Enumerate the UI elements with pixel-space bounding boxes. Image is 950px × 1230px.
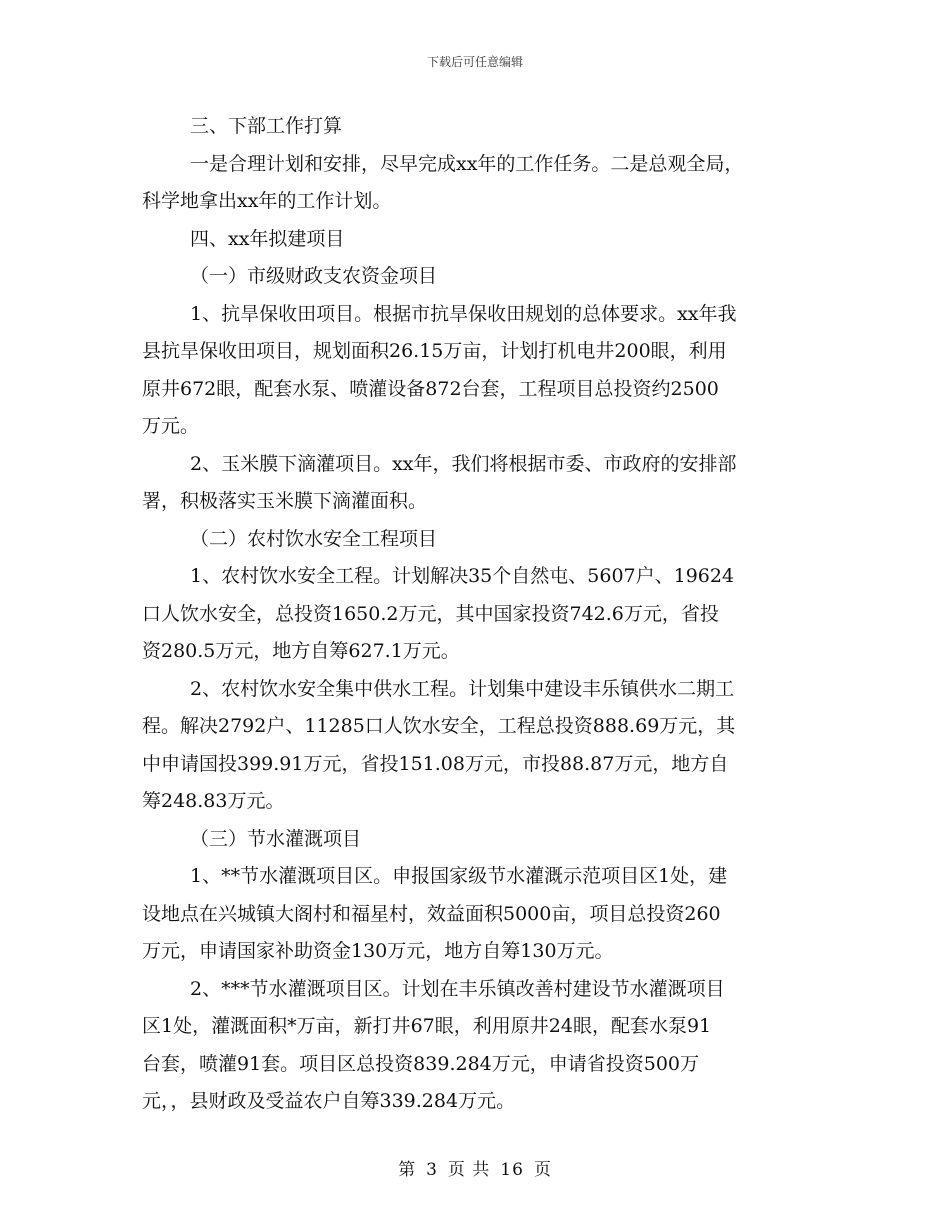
text-line: 口人饮水安全，总投资1650.2万元，其中国家投资742.6万元，省投: [142, 602, 719, 625]
text-line: 署，积极落实玉米膜下滴灌面积。: [142, 490, 428, 512]
text-line: （二）农村饮水安全工程项目: [190, 527, 438, 550]
text-line: 1、抗旱保收田项目。根据市抗旱保收田规划的总体要求。xx年我: [190, 302, 737, 325]
text-line: 科学地拿出xx年的工作计划。: [142, 190, 392, 212]
footer-total-pages: 16: [500, 1160, 524, 1180]
text-line: 原井672眼，配套水泵、喷灌设备872台套，工程项目总投资约2500: [142, 377, 719, 400]
page-header: 下载后可任意编辑: [426, 55, 523, 69]
text-line: 三、下部工作打算: [190, 115, 343, 137]
text-line: 一是合理计划和安排，尽早完成xx年的工作任务。二是总观全局，: [190, 152, 744, 175]
text-line: 设地点在兴城镇大阁村和福星村，效益面积5000亩，项目总投资260: [142, 902, 721, 925]
text-line: 1、**节水灌溉项目区。申报国家级节水灌溉示范项目区1处，建: [190, 865, 728, 887]
text-line: 万元。: [142, 415, 200, 437]
text-line: 2、玉米膜下滴灌项目。xx年，我们将根据市委、市政府的安排部: [190, 452, 737, 475]
text-line: 元，，县财政及受益农户自筹339.284万元。: [142, 1090, 516, 1112]
text-line: 区1处，灌溉面积*万亩，新打井67眼，利用原井24眼，配套水泵91: [142, 1015, 712, 1037]
footer-suffix: 页: [533, 1160, 552, 1180]
text-line: 县抗旱保收田项目，规划面积26.15万亩，计划打机电井200眼，利用: [142, 340, 727, 362]
text-line: 中申请国投399.91万元，省投151.08万元，市投88.87万元，地方自: [142, 752, 729, 775]
footer-mid: 页 共: [447, 1160, 491, 1180]
text-line: 资280.5万元，地方自筹627.1万元。: [142, 640, 460, 662]
footer-page-number: 3: [426, 1160, 438, 1180]
text-line: 2、***节水灌溉项目区。计划在丰乐镇改善村建设节水灌溉项目: [190, 977, 725, 1000]
document-body: [142, 108, 810, 1121]
page-footer: [0, 1155, 950, 1180]
text-line: （一）市级财政支农资金项目: [190, 265, 438, 287]
footer-prefix: 第: [398, 1160, 417, 1180]
text-line: 台套，喷灌91套。项目区总投资839.284万元，申请省投资500万: [142, 1052, 700, 1075]
text-line: 万元，申请国家补助资金130万元，地方自筹130万元。: [142, 940, 614, 962]
text-line: 程。解决2792户、11285口人饮水安全，工程总投资888.69万元，其: [142, 715, 736, 737]
text-line: 2、农村饮水安全集中供水工程。计划集中建设丰乐镇供水二期工: [190, 677, 735, 700]
text-line: 筹248.83万元。: [142, 790, 285, 812]
text-line: （三）节水灌溉项目: [190, 827, 362, 850]
text-line: 四、xx年拟建项目: [190, 227, 345, 250]
text-line: 1、农村饮水安全工程。计划解决35个自然屯、5607户、19624: [190, 565, 735, 587]
